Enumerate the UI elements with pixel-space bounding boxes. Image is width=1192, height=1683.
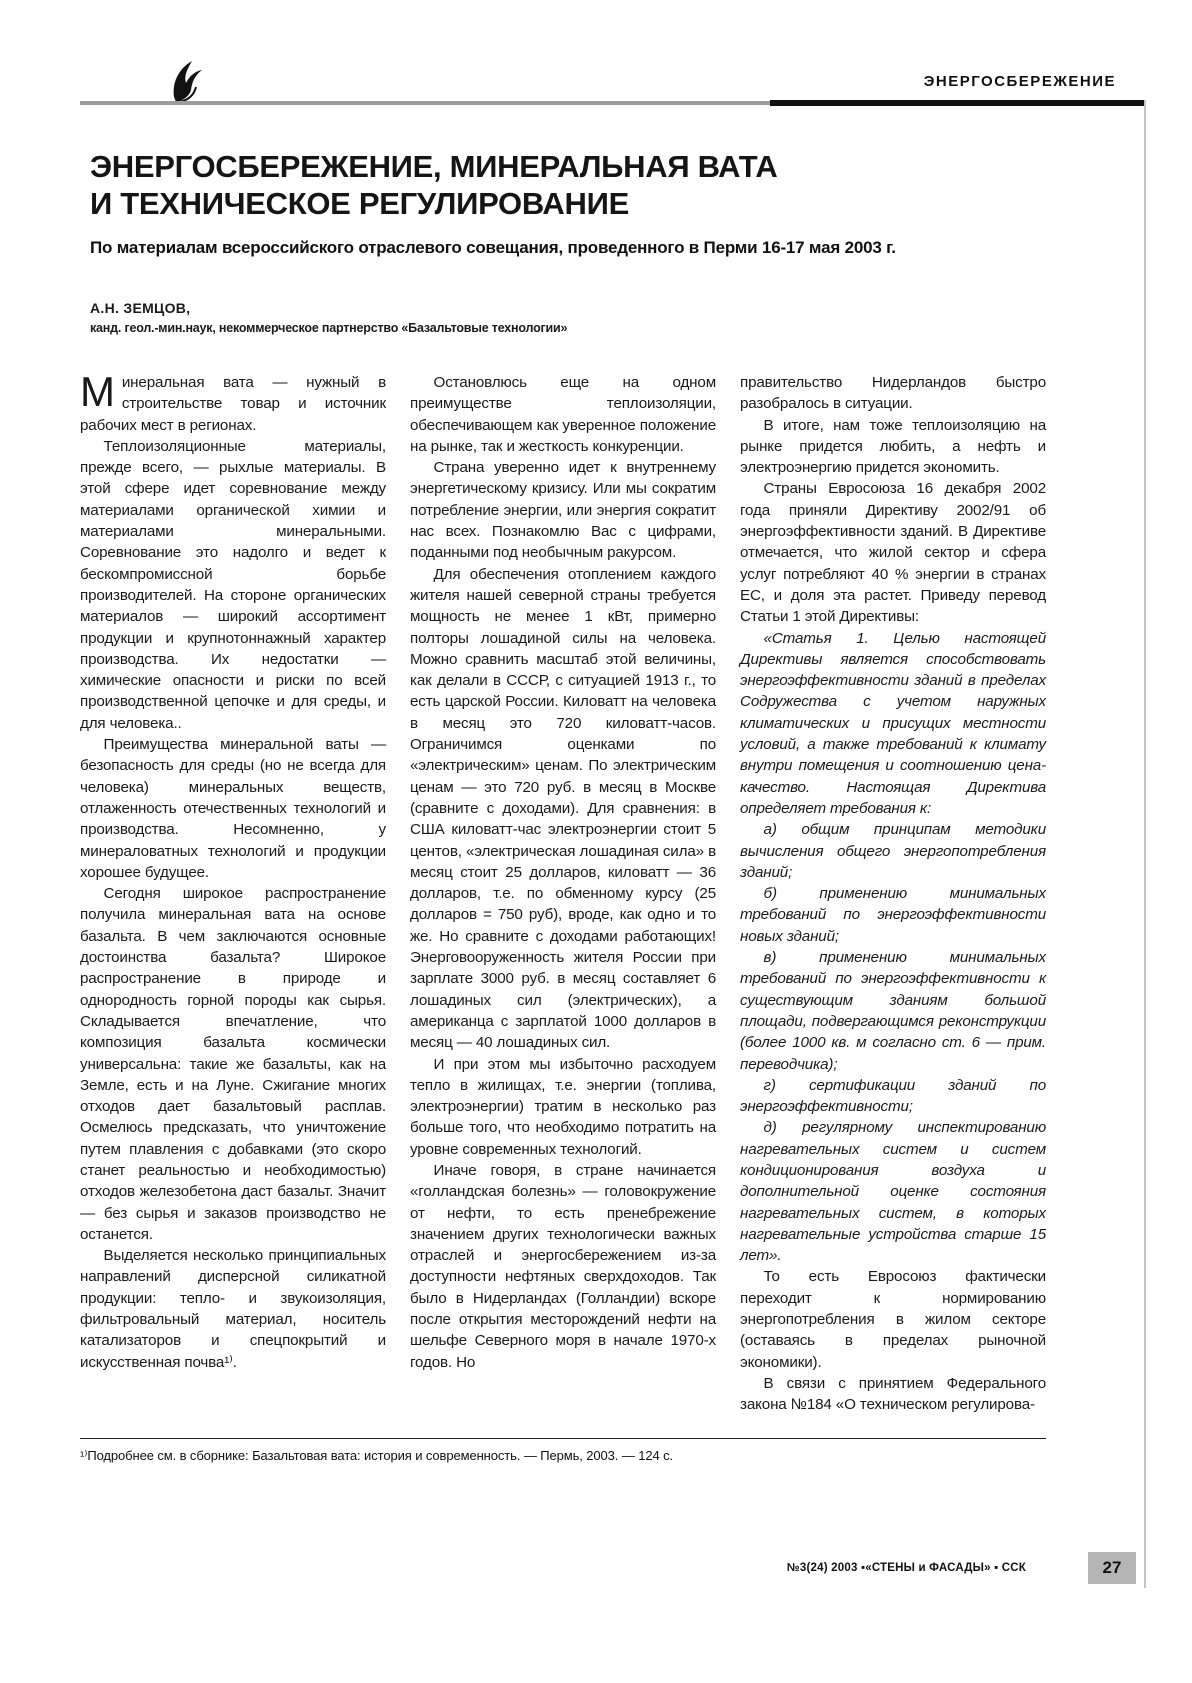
header-rule-black — [770, 100, 1146, 106]
paragraph: Сегодня широкое распространение получила минеральная вата на основе базальта. В чем заключаются основные достоинства базальта? Широкое распространение в природе и однородность горной породы как сырья. Складывается впечатление, что композиция базальта космически универсальна: такие же базальты, как на Земле, есть и на Луне. Сжигание многих отходов дает базальтовый расплав. Осмелюсь предсказать, что уничтожение путем плавления с добавками (это скоро станет реальностью и необходимостью) отходов железобетона даст базальт. Значит — без сырья и заказов производство не останется. — [80, 885, 386, 1243]
paragraph: В итоге, нам тоже теплоизоляцию на рынке придется любить, а нефть и электроэнергию придется экономить. — [740, 416, 1046, 477]
paragraph-directive-item-a: а) общим принципам методики вычисления общего энергопотребления зданий; — [740, 821, 1046, 881]
paragraph: Страны Евросоюза 16 декабря 2002 года приняли Директиву 2002/91 об энергоэффективности зданий. В Директиве отмечается, что жилой сектор и сфера услуг потребляют 40 % энергии в странах ЕС, и доля эта растет. Приведу перевод Статьи 1 этой Директивы: — [740, 480, 1046, 626]
header-rule — [80, 100, 1146, 106]
column-3 — [740, 372, 1046, 1422]
article-subtitle: По материалам всероссийского отраслевого совещания, проведенного в Перми 16-17 мая 2003 г. — [90, 238, 896, 257]
dropcap: М — [80, 368, 115, 415]
paragraph: Для обеспечения отоплением каждого жителя нашей северной страны требуется мощность не менее 1 кВт, примерно полторы лошадиной силы на человека. Можно сравнить масштаб этой величины, как делали в СССР, с ситуацией 1913 г., то есть царской России. Киловатт на человека в месяц это 720 киловатт-часов. Ограничимся оценками по «электрическим» ценам. По электрическим ценам — это 720 руб. в месяц в Москве (сравните с доходами). Для сравнения: в США киловатт-час электроэнергии стоит 5 центов, «электрическая лошадиная сила» в месяц стоит 25 долларов, киловатт — 36 долларов, т.е. по обменному курсу (25 долларов = 750 руб), вроде, как одно и то же. Но сравните с доходами работающих! Энерговооруженность жителя России при зарплате 3000 руб. в месяц составляет 6 лошадиных сил (электрических), а американца с зарплатой 1000 долларов в месяц — 40 лошадиных сил. — [410, 565, 716, 1052]
right-margin-rule — [1144, 100, 1146, 1588]
author-name: А.Н. ЗЕМЦОВ, — [90, 300, 191, 316]
paragraph — [80, 368, 386, 436]
paragraph-directive-item-d: д) регулярному инспектированию нагревательных систем и систем кондиционирования воздуха и дополнительной оценке состояния нагревательных систем, в которых нагревательные устройства старше 15 лет». — [740, 1119, 1046, 1265]
article-body — [80, 368, 1046, 1422]
article-title-line2: И ТЕХНИЧЕСКОЕ РЕГУЛИРОВАНИЕ — [90, 186, 629, 221]
paragraph: То есть Евросоюз фактически переходит к нормированию энергопотребления в жилом секторе (оставаясь в пределах рыночной экономики). — [740, 1268, 1046, 1371]
paragraph-directive-item-b: б) применению минимальных требований по энергоэффективности новых зданий; — [740, 885, 1046, 945]
publisher-logo-icon — [168, 57, 204, 103]
column-2 — [410, 372, 716, 1422]
paragraph: Иначе говоря, в стране начинается «голландская болезнь» — головокружение от нефти, то есть пренебрежение значением других технологически важных отраслей и энергосбережением из-за доступности нефтяных сверхдоходов. Так было в Нидерландах (Голландии) вскоре после открытия месторождений нефти на шельфе Северного моря в начале 1970-х годов. Но — [410, 1161, 716, 1371]
author-affiliation: канд. геол.-мин.наук, некоммерческое партнерство «Базальтовые технологии» — [90, 321, 568, 335]
author-block — [90, 300, 790, 335]
paragraph-directive-item-g: г) сертификации зданий по энергоэффективности; — [740, 1076, 1046, 1116]
header-rule-grey — [80, 101, 770, 105]
running-head: ЭНЕРГОСБЕРЕЖЕНИЕ — [923, 73, 1116, 90]
paragraph-text: инеральная вата — нужный в строительстве товар и источник рабочих мест в регионах. — [80, 374, 386, 434]
issue-info: №3(24) 2003 ▪«СТЕНЫ и ФАСАДЫ» ▪ ССК — [786, 1562, 1026, 1574]
paragraph-directive-quote: «Статья 1. Целью настоящей Директивы является способствовать энергоэффективности зданий в пределах Содружества с учетом наружных климатических и присущих местности условий, а также требований к климату внутри помещения и соотношению цена-качество. Настоящая Директива определяет требования к: — [740, 629, 1046, 817]
paragraph: Остановлюсь еще на одном преимуществе теплоизоляции, обеспечивающем как уверенное положение на рынке, так и жесткость конкуренции. — [410, 374, 716, 455]
column-1 — [80, 368, 386, 1422]
page-footer — [80, 1552, 1146, 1586]
paragraph: И при этом мы избыточно расходуем тепло в жилищах, т.е. энергии (топлива, электроэнергии) тратим в несколько раз больше того, что необходимо потратить на уровне современных технологий. — [410, 1055, 716, 1158]
paragraph: Преимущества минеральной ваты — безопасность для среды (но не всегда для человека) минеральных веществ, отлаженность отечественных технологий и производства. Несомненно, у минераловатных технологий и продукции хорошее будущее. — [80, 736, 386, 881]
paragraph: В связи с принятием Федерального закона №184 «О техническом регулирова- — [740, 1374, 1046, 1414]
paragraph: Теплоизоляционные материалы, прежде всего, — рыхлые материалы. В этой сфере идет соревнование между материалами органической химии и материалами минеральными. Соревнование это надолго и ведет к бескомпромиссной борьбе производителей. На стороне органических материалов — широкий ассортимент продукции и крупнотоннажный характер производства. Их недостатки — химические опасности и риски по всей производственной цепочке и для среды, и для человека.. — [80, 437, 386, 732]
paragraph: правительство Нидерландов быстро разобралось в ситуации. — [740, 374, 1046, 413]
paragraph-directive-item-v: в) применению минимальных требований по энергоэффективности к существующим зданиям большой площади, подвергающимся реконструкции (более 1000 кв. м согласно ст. 6 — прим. переводчика); — [740, 949, 1046, 1073]
article-title-line1: ЭНЕРГОСБЕРЕЖЕНИЕ, МИНЕРАЛЬНАЯ ВАТА — [90, 149, 778, 184]
paragraph: Выделяется несколько принципиальных направлений дисперсной силикатной продукции: тепло- и звукоизоляция, фильтровальный материал, носитель катализаторов и спецпокрытий и искусственная почва¹⁾. — [80, 1247, 386, 1371]
masthead — [80, 55, 1120, 103]
article-title — [90, 148, 990, 222]
paragraph: Страна уверенно идет к внутреннему энергетическому кризису. Или мы сократим потребление энергии, или энергия сократит нас всех. Познакомлю Вас с цифрами, поданными под необычным ракурсом. — [410, 459, 716, 562]
page-number: 27 — [1088, 1552, 1136, 1584]
footnote: ¹⁾Подробнее см. в сборнике: Базальтовая вата: история и современность. — Пермь, 2003. — 124 с. — [80, 1438, 1046, 1464]
